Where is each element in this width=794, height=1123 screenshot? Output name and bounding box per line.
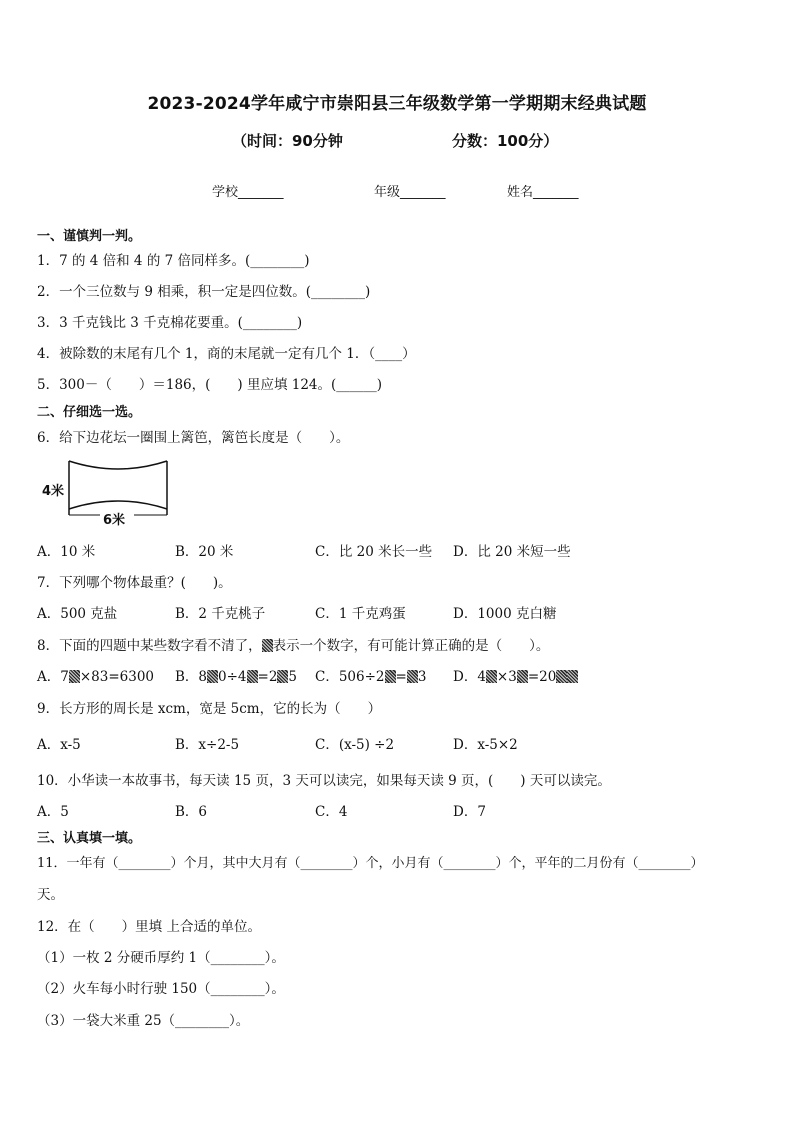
height-label: 4米 (42, 484, 65, 499)
obscured-digit-icon (207, 670, 218, 683)
q6-option-c: C．比 20 米长一些 (315, 544, 433, 560)
question-11-end: 天。 (37, 887, 64, 903)
question-1: 1．7 的 4 倍和 4 的 7 倍同样多。(________) (37, 253, 310, 269)
q8-c-part1: C．506÷2 (315, 669, 385, 685)
question-9: 9．长方形的周长是 xcm，宽是 5cm，它的长为（ ） (37, 701, 382, 717)
q8-option-d (453, 665, 578, 685)
q8-a-part2: ×83=6300 (79, 669, 155, 685)
page-title: 2023-2024学年咸宁市崇阳县三年级数学第一学期期末经典试题 (147, 94, 647, 114)
obscured-digit-icon (69, 670, 80, 683)
obscured-digit-icon (385, 670, 396, 683)
q7-option-c: C．1 千克鸡蛋 (315, 606, 406, 622)
obscured-digit-icon (556, 670, 567, 683)
q10-option-b: B．6 (175, 804, 208, 820)
q8-d-part1: D．4 (453, 669, 486, 685)
q7-option-b: B．2 千克桃子 (175, 606, 266, 622)
q8-b-part3: =2 (257, 669, 278, 685)
question-10: 10．小华读一本故事书，每天读 15 页，3 天可以读完，如果每天读 9 页，( ) 天可以读完。 (37, 773, 611, 789)
q6-option-b: B．20 米 (175, 544, 234, 560)
q7-option-d: D．1000 克白糖 (453, 606, 557, 622)
obscured-digit-icon (247, 670, 258, 683)
q8-b-part4: 5 (288, 669, 298, 685)
question-5: 5．300－（ ）＝186，( ) 里应填 124。(______) (37, 377, 383, 393)
q9-option-c: C．(x-5) ÷2 (315, 737, 395, 753)
section-heading-2: 二、仔细选一选。 (37, 405, 142, 420)
obscured-digit-icon (486, 670, 497, 683)
question-12: 12．在（ ）里填 上合适的单位。 (37, 919, 261, 935)
question-3: 3．3 千克钱比 3 千克棉花要重。(________) (37, 315, 303, 331)
q8-c-part2: = (395, 669, 407, 685)
width-label: 6米 (103, 513, 126, 528)
grade-field: 年级_______ (374, 185, 446, 200)
q6-option-a: A．10 米 (37, 544, 96, 560)
q8-b-part2: 0÷4 (218, 669, 247, 685)
q9-option-b: B．x÷2-5 (175, 737, 240, 753)
question-2: 2．一个三位数与 9 相乘，积一定是四位数。(________) (37, 284, 371, 300)
question-6: 6．给下边花坛一圈围上篱笆，篱笆长度是（ ）。 (37, 430, 350, 446)
section-heading-1: 一、谨慎判一判。 (37, 229, 142, 244)
q8-stem-a: 8．下面的四题中某些数字看不清了， (37, 638, 262, 654)
question-8 (37, 634, 549, 654)
question-12-2: （2）火车每小时行驶 150（________）。 (37, 981, 285, 997)
question-12-3: （3）一袋大米重 25（________）。 (37, 1013, 250, 1029)
question-7: 7．下列哪个物体最重？( )。 (37, 575, 232, 591)
q7-option-a: A．500 克盐 (37, 606, 118, 622)
q8-d-part2: ×3 (496, 669, 517, 685)
q8-option-a (37, 665, 154, 685)
q6-option-d: D．比 20 米短一些 (453, 544, 571, 560)
obscured-digit-icon (567, 670, 578, 683)
q8-c-part3: 3 (417, 669, 427, 685)
school-field: 学校_______ (212, 185, 284, 200)
question-4: 4．被除数的末尾有几个 1，商的末尾就一定有几个 1．（____） (37, 346, 416, 362)
q10-option-a: A．5 (37, 804, 69, 820)
q8-stem-b: 表示一个数字，有可能计算正确的是（ ）。 (272, 638, 550, 654)
question-12-1: （1）一枚 2 分硬币厚约 1（________）。 (37, 950, 285, 966)
exam-time: （时间：90分钟 (232, 132, 343, 150)
obscured-digit-icon (407, 670, 418, 683)
q8-a-part1: A．7 (37, 669, 69, 685)
obscured-digit-icon (277, 670, 288, 683)
q9-option-a: A．x-5 (37, 737, 81, 753)
name-field: 姓名_______ (507, 185, 579, 200)
q8-d-part3: =20 (527, 669, 557, 685)
obscured-digit-icon (517, 670, 528, 683)
question-11: 11．一年有（________）个月，其中大月有（________）个，小月有（________）个，平年的二月份有（________） (37, 856, 704, 871)
q10-option-c: C．4 (315, 804, 348, 820)
q10-option-d: D．7 (453, 804, 486, 820)
obscured-digit-icon (262, 639, 273, 652)
q9-option-d: D．x-5×2 (453, 737, 518, 753)
q8-option-c (315, 665, 426, 685)
q8-option-b (175, 665, 297, 685)
exam-score: 分数：100分） (452, 132, 559, 150)
q8-b-part1: B．8 (175, 669, 208, 685)
flowerbed-figure (38, 457, 173, 529)
section-heading-3: 三、认真填一填。 (37, 831, 142, 846)
